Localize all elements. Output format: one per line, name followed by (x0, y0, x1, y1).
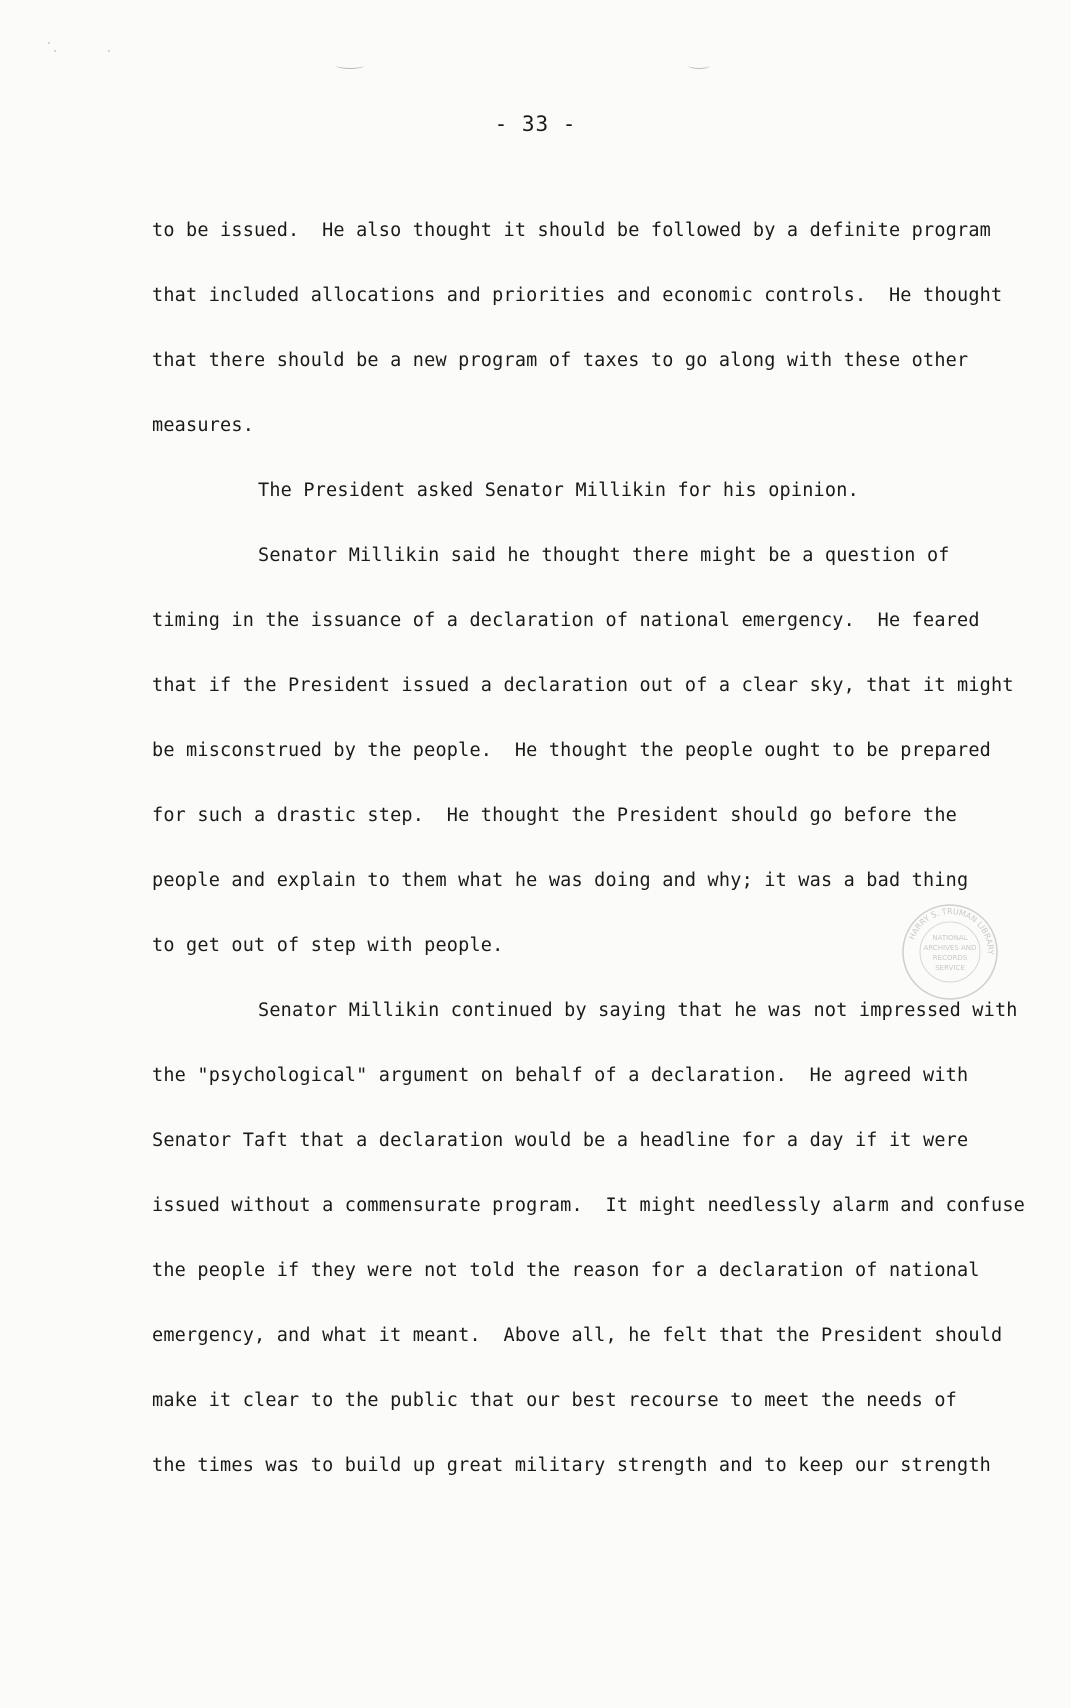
body-line: timing in the issuance of a declaration of national emergency. He feared (152, 610, 980, 631)
page-number: - 33 - (494, 112, 577, 136)
top-left-mark (336, 62, 364, 69)
body-line: The President asked Senator Millikin for his opinion. (258, 480, 859, 501)
body-line: for such a drastic step. He thought the President should go before the (152, 805, 957, 826)
speck (48, 42, 50, 44)
body-line: measures. (152, 415, 255, 436)
body-line: the people if they were not told the reason for a declaration of national (152, 1260, 980, 1281)
top-right-mark (688, 62, 710, 69)
body-line: to be issued. He also thought it should be followed by a definite program (152, 220, 992, 241)
archive-stamp (900, 902, 1000, 1002)
speck (54, 50, 56, 52)
body-line: that there should be a new program of taxes to go along with these other (152, 350, 969, 371)
body-line: the "psychological" argument on behalf of a declaration. He agreed with (152, 1065, 969, 1086)
svg-text:HARRY S. TRUMAN LIBRARY: HARRY S. TRUMAN LIBRARY (907, 906, 996, 955)
speck (108, 50, 110, 52)
body-line: to get out of step with people. (152, 935, 504, 956)
body-line: Senator Millikin said he thought there might be a question of (258, 545, 950, 566)
body-line: the times was to build up great military strength and to keep our strength (152, 1455, 992, 1476)
svg-text:ARCHIVES AND: ARCHIVES AND (923, 944, 977, 952)
body-line: people and explain to them what he was doing and why; it was a bad thing (152, 870, 969, 891)
body-line: that if the President issued a declaration out of a clear sky, that it might (152, 675, 1014, 696)
body-line: emergency, and what it meant. Above all, he felt that the President should (152, 1325, 1003, 1346)
svg-text:SERVICE: SERVICE (935, 964, 965, 972)
body-line: be misconstrued by the people. He thought the people ought to be prepared (152, 740, 992, 761)
body-line: that included allocations and priorities and economic controls. He thought (152, 285, 1003, 306)
body-line: issued without a commensurate program. It might needlessly alarm and confuse (152, 1195, 1026, 1216)
body-line: make it clear to the public that our best recourse to meet the needs of (152, 1390, 957, 1411)
svg-text:NATIONAL: NATIONAL (932, 934, 968, 942)
svg-text:RECORDS: RECORDS (932, 954, 968, 962)
body-line: Senator Millikin continued by saying that he was not impressed with (258, 1000, 1018, 1021)
body-line: Senator Taft that a declaration would be a headline for a day if it were (152, 1130, 969, 1151)
